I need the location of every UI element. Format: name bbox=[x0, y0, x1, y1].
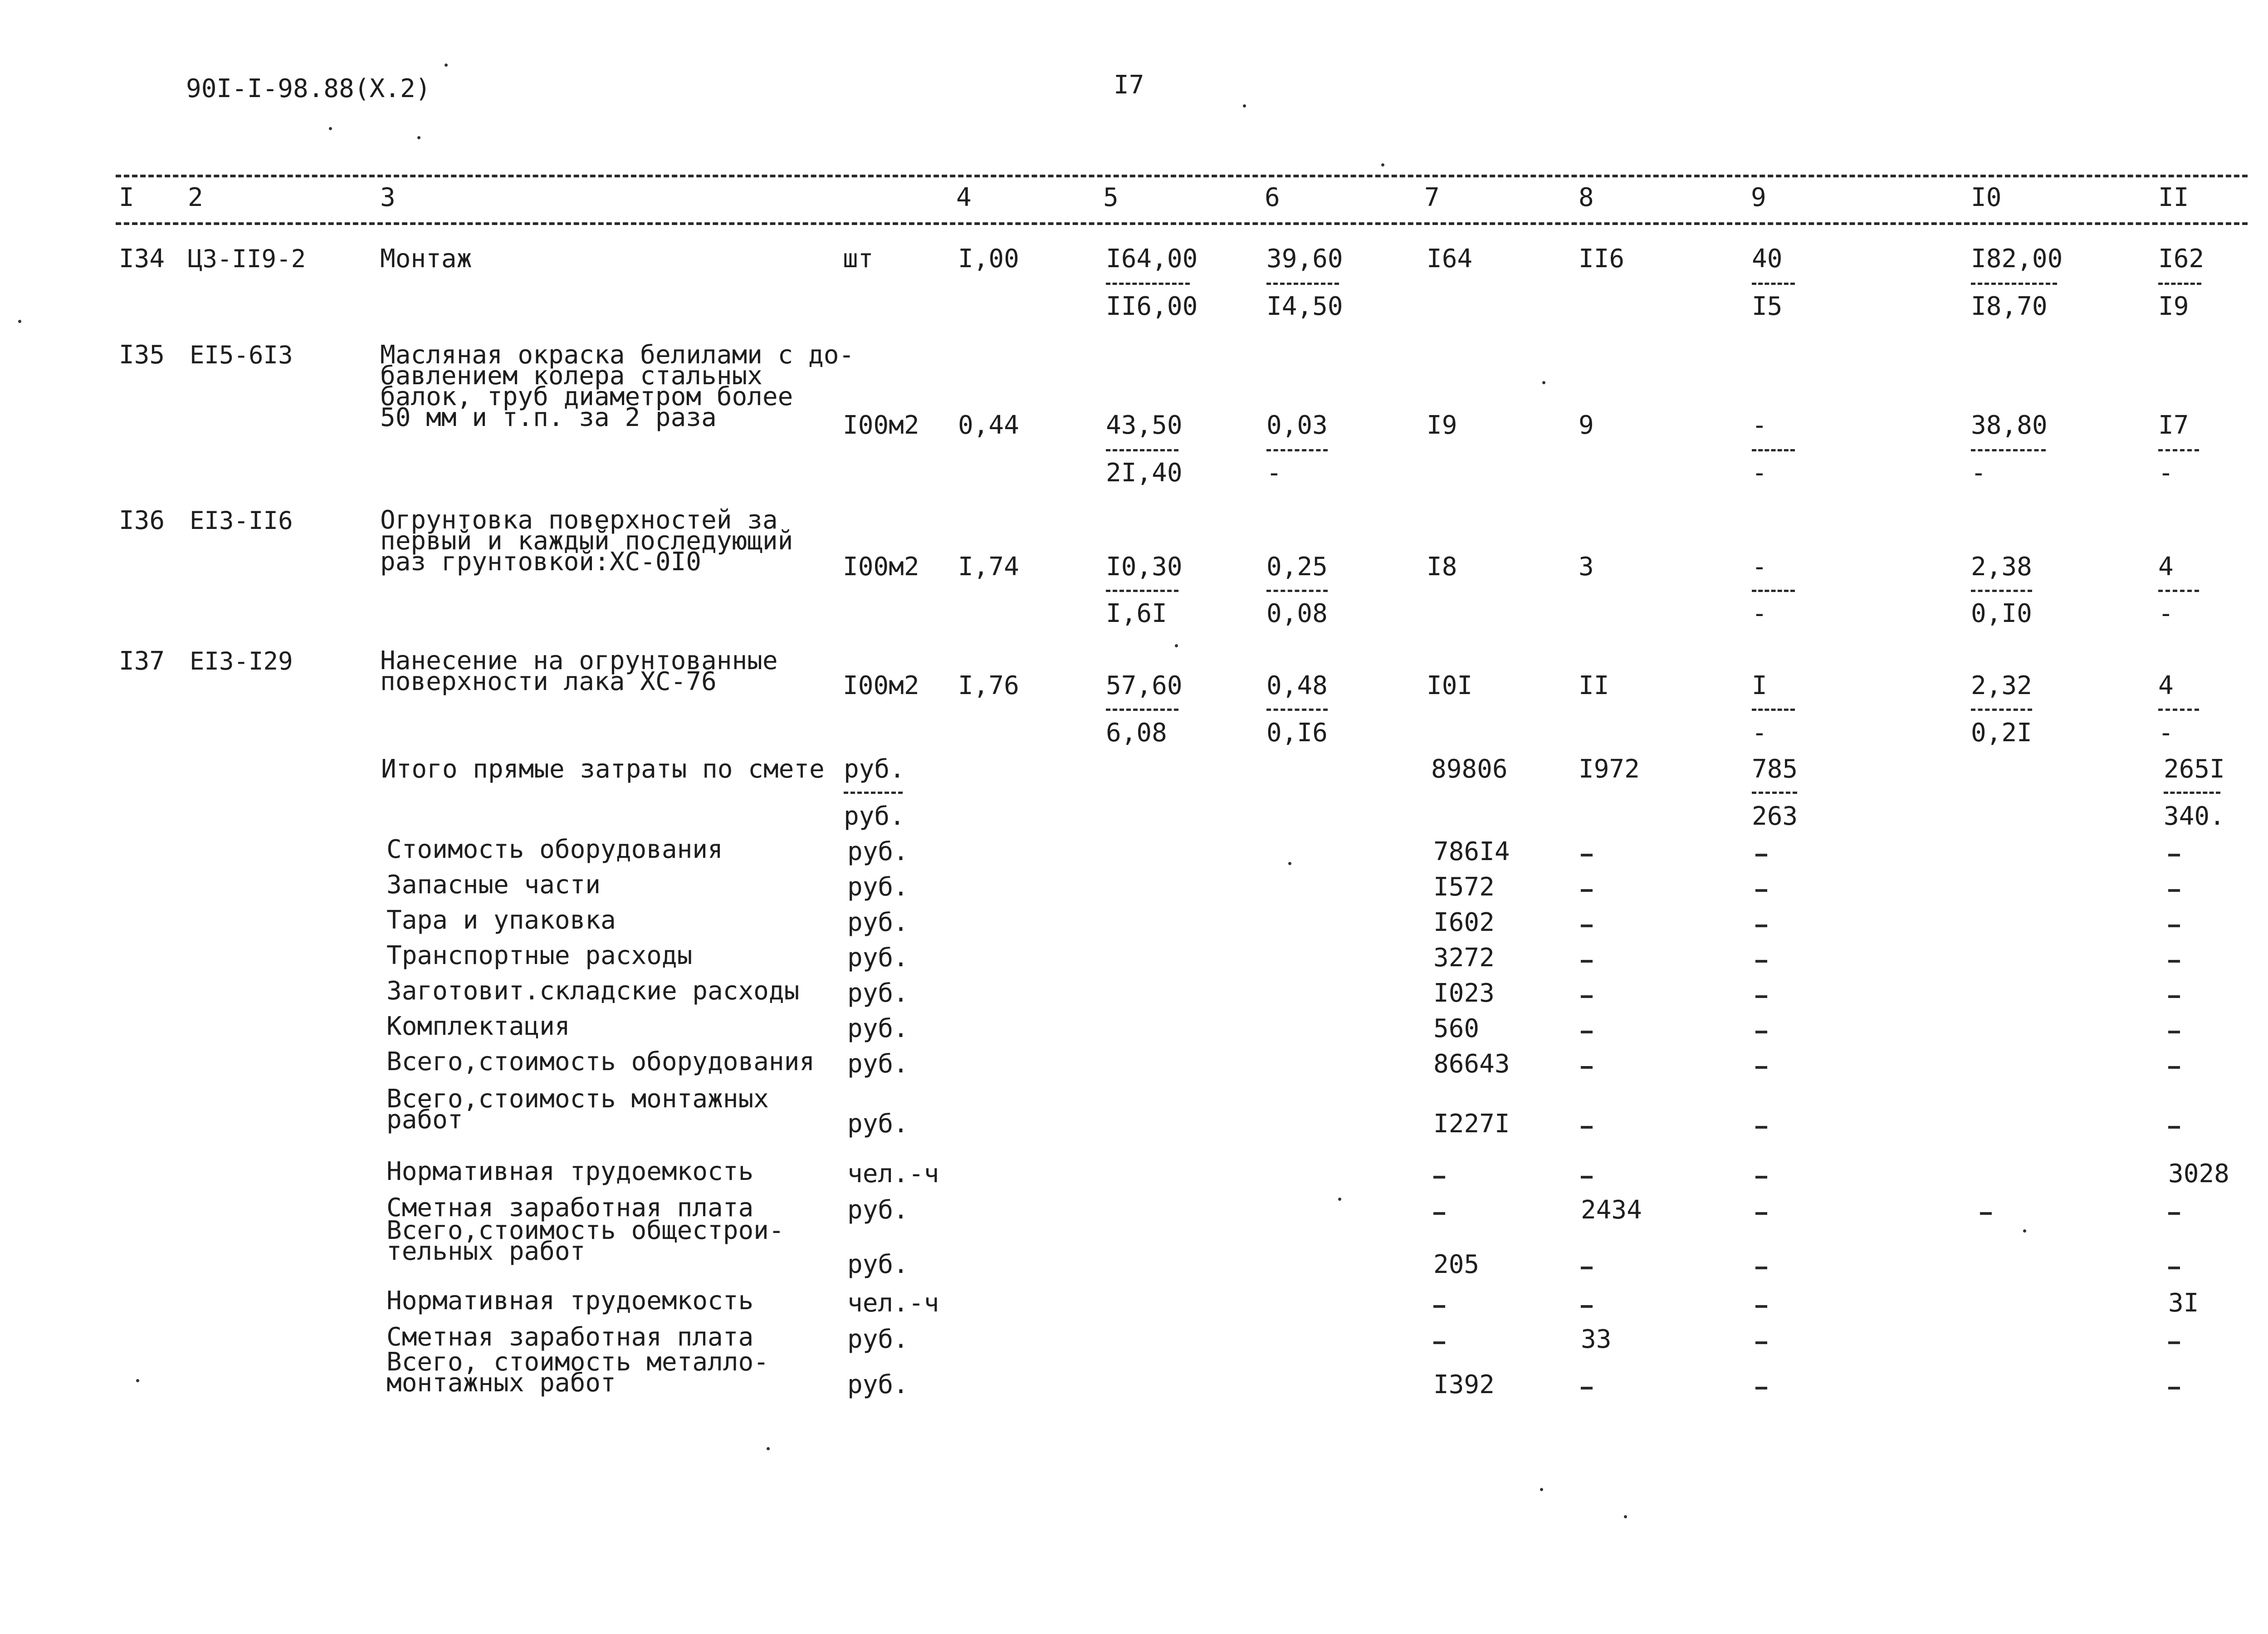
dash-mark bbox=[1581, 854, 1593, 856]
total-cost: I64 bbox=[1427, 244, 1473, 274]
fraction-line bbox=[1106, 283, 1190, 285]
dash-mark bbox=[1755, 995, 1767, 998]
dash-mark bbox=[2168, 1267, 2180, 1269]
total-cost: 89806 bbox=[1431, 754, 1508, 784]
labor-total-machines: - bbox=[2158, 718, 2174, 748]
total-wages: 3 bbox=[1579, 552, 1594, 582]
dash-mark bbox=[2168, 1031, 2180, 1033]
unit-cost-machines: 0,03 bbox=[1266, 411, 1328, 440]
fraction-line bbox=[1971, 283, 2057, 285]
unit-cost-wages: 2I,40 bbox=[1106, 458, 1183, 488]
summary-unit: чел.-ч bbox=[847, 1288, 939, 1318]
summary-unit: чел.-ч bbox=[847, 1159, 939, 1189]
fraction-line bbox=[1752, 449, 1795, 451]
fraction-line bbox=[1971, 590, 2032, 592]
labor-total: 265I bbox=[2164, 754, 2225, 784]
scan-speck bbox=[1540, 1488, 1543, 1491]
summary-label: Нормативная трудоемкость bbox=[386, 1157, 754, 1186]
total-wages: I972 bbox=[1579, 754, 1640, 784]
unit-cost-total: 57,60 bbox=[1106, 671, 1183, 700]
column-number: 5 bbox=[1103, 183, 1119, 212]
item-number: I34 bbox=[119, 244, 165, 274]
fraction-line bbox=[1266, 283, 1339, 285]
scan-speck bbox=[2023, 1229, 2026, 1233]
rate-code: EI3-I29 bbox=[190, 647, 293, 675]
total-wages: II bbox=[1579, 671, 1609, 700]
total-wages: 9 bbox=[1579, 411, 1594, 440]
scan-speck bbox=[417, 136, 420, 139]
unit-cost-machines-wages: - bbox=[1266, 458, 1282, 488]
dash-mark bbox=[1581, 1305, 1593, 1308]
total-wages: II6 bbox=[1579, 244, 1625, 274]
dash-mark bbox=[1433, 1176, 1445, 1179]
fraction-line bbox=[2164, 792, 2220, 794]
summary-label: Всего, стоимость металло- монтажных работ bbox=[386, 1347, 769, 1398]
scan-speck bbox=[136, 1379, 139, 1382]
labor-total-machines: 340. bbox=[2164, 802, 2225, 831]
scan-speck bbox=[329, 127, 332, 130]
unit-cost-machines-wages: 0,I6 bbox=[1266, 718, 1328, 748]
unit: руб. bbox=[844, 802, 905, 831]
labor-unit-machines: 0,2I bbox=[1971, 718, 2032, 748]
total-label: Итого прямые затраты по смете bbox=[381, 754, 825, 784]
unit-cost-machines: 0,48 bbox=[1266, 671, 1328, 700]
fraction-line bbox=[1971, 449, 2046, 451]
column-number: I bbox=[119, 183, 134, 212]
dash-mark bbox=[1755, 1267, 1767, 1269]
total-cost: I9 bbox=[1427, 411, 1457, 440]
fraction-line bbox=[1266, 449, 1328, 451]
labor-total: I7 bbox=[2158, 411, 2189, 440]
fraction-line bbox=[1752, 590, 1795, 592]
summary-unit: руб. bbox=[847, 1325, 909, 1354]
summary-label: Всего,стоимость общестрои- тельных работ bbox=[386, 1216, 784, 1266]
dash-mark bbox=[2168, 1212, 2180, 1215]
scan-speck bbox=[1624, 1515, 1627, 1518]
column-number: 3 bbox=[380, 183, 396, 212]
fraction-line bbox=[2158, 283, 2201, 285]
fraction-line bbox=[2158, 590, 2199, 592]
item-number: I36 bbox=[119, 506, 165, 535]
summary-label: Транспортные расходы bbox=[386, 941, 693, 970]
rate-code: EI5-6I3 bbox=[190, 341, 293, 369]
dash-mark bbox=[2168, 1066, 2180, 1069]
quantity: I,74 bbox=[958, 552, 1019, 582]
summary-value: 560 bbox=[1433, 1014, 1480, 1043]
unit-cost-wages: I,6I bbox=[1106, 599, 1167, 628]
total-machines-wages: - bbox=[1752, 458, 1767, 488]
dash-mark bbox=[1581, 1267, 1593, 1269]
fraction-line bbox=[1752, 709, 1795, 711]
unit-cost-machines-wages: I4,50 bbox=[1266, 292, 1343, 321]
scan-speck bbox=[1381, 163, 1384, 166]
dash-mark bbox=[2168, 889, 2180, 892]
summary-unit: руб. bbox=[847, 1250, 909, 1279]
dash-mark bbox=[1755, 854, 1767, 856]
page-number: I7 bbox=[1114, 70, 1144, 100]
summary-value: I227I bbox=[1433, 1109, 1510, 1139]
total-machines-wages: 263 bbox=[1752, 802, 1798, 831]
column-number: I0 bbox=[1971, 183, 2002, 212]
dash-mark bbox=[1980, 1212, 1992, 1215]
total-machines: 40 bbox=[1752, 244, 1783, 274]
dash-mark bbox=[1433, 1212, 1445, 1215]
summary-value: 2434 bbox=[1581, 1195, 1642, 1225]
unit-cost-machines: 39,60 bbox=[1266, 244, 1343, 274]
unit-cost-total: 43,50 bbox=[1106, 411, 1183, 440]
dash-mark bbox=[2168, 1387, 2180, 1389]
unit-cost-wages: 6,08 bbox=[1106, 718, 1167, 748]
summary-unit: руб. bbox=[847, 1014, 909, 1043]
summary-value: I602 bbox=[1433, 908, 1495, 937]
summary-label: Комплектация bbox=[386, 1012, 570, 1041]
document-code: 90I-I-98.88(X.2) bbox=[186, 74, 431, 103]
fraction-line bbox=[1266, 590, 1328, 592]
labor-total-machines: I9 bbox=[2158, 292, 2189, 321]
rate-code: Ц3-II9-2 bbox=[188, 245, 306, 273]
summary-value: 786I4 bbox=[1433, 837, 1510, 866]
dash-mark bbox=[1755, 1212, 1767, 1215]
unit: руб. bbox=[844, 754, 905, 784]
summary-unit: руб. bbox=[847, 908, 909, 937]
unit-cost-machines-wages: 0,08 bbox=[1266, 599, 1328, 628]
summary-unit: руб. bbox=[847, 1049, 909, 1079]
scan-speck bbox=[1542, 381, 1545, 384]
fraction-line bbox=[2158, 709, 2199, 711]
scan-speck bbox=[1175, 644, 1178, 647]
scan-speck bbox=[1288, 862, 1291, 865]
fraction-line bbox=[1752, 792, 1797, 794]
total-cost: I8 bbox=[1427, 552, 1457, 582]
summary-unit: руб. bbox=[847, 1370, 909, 1399]
labor-unit-machines: 0,I0 bbox=[1971, 599, 2032, 628]
dash-mark bbox=[1581, 1031, 1593, 1033]
scan-speck bbox=[18, 320, 21, 323]
summary-value: I023 bbox=[1433, 978, 1495, 1008]
work-description: Огрунтовка поверхностей за первый и каждый последующий раз грунтовкой:ХС-0I0 bbox=[380, 505, 793, 577]
total-machines-wages: - bbox=[1752, 599, 1767, 628]
dash-mark bbox=[1755, 960, 1767, 963]
labor-total-machines: - bbox=[2158, 599, 2174, 628]
total-machines: - bbox=[1752, 552, 1767, 582]
dash-mark bbox=[1581, 925, 1593, 927]
column-number: 8 bbox=[1579, 183, 1594, 212]
column-number: II bbox=[2158, 183, 2189, 212]
column-number: 7 bbox=[1424, 183, 1440, 212]
header-bottom-rule bbox=[116, 222, 2248, 225]
labor-unit: 38,80 bbox=[1971, 411, 2048, 440]
quantity: I,00 bbox=[958, 244, 1019, 274]
column-number: 9 bbox=[1751, 183, 1766, 212]
summary-label: Сметная заработная плата bbox=[386, 1322, 754, 1352]
summary-value: I572 bbox=[1433, 872, 1495, 902]
summary-unit: руб. bbox=[847, 1109, 909, 1139]
unit-cost-machines: 0,25 bbox=[1266, 552, 1328, 582]
summary-unit: руб. bbox=[847, 837, 909, 866]
dash-mark bbox=[2168, 1341, 2180, 1344]
summary-value: I392 bbox=[1433, 1370, 1495, 1399]
labor-total-machines: - bbox=[2158, 458, 2174, 488]
summary-value: 33 bbox=[1581, 1325, 1612, 1354]
quantity: I,76 bbox=[958, 671, 1019, 700]
labor-total: 4 bbox=[2158, 671, 2174, 700]
dash-mark bbox=[2168, 960, 2180, 963]
labor-unit-machines: I8,70 bbox=[1971, 292, 2048, 321]
total-machines: 785 bbox=[1752, 754, 1798, 784]
summary-label: Запасные части bbox=[386, 870, 601, 900]
summary-unit: руб. bbox=[847, 872, 909, 902]
dash-mark bbox=[1755, 1305, 1767, 1308]
scan-speck bbox=[767, 1447, 770, 1450]
fraction-line bbox=[2158, 449, 2199, 451]
column-number: 6 bbox=[1265, 183, 1280, 212]
dash-mark bbox=[1581, 889, 1593, 892]
summary-label: Нормативная трудоемкость bbox=[386, 1286, 754, 1316]
scan-speck bbox=[1243, 104, 1246, 108]
dash-mark bbox=[2168, 854, 2180, 856]
summary-value: 3272 bbox=[1433, 943, 1495, 973]
summary-label: Сметная заработная плата bbox=[386, 1193, 754, 1223]
dash-mark bbox=[1755, 1176, 1767, 1179]
total-machines: - bbox=[1752, 411, 1767, 440]
unit-cost-total: I64,00 bbox=[1106, 244, 1198, 274]
dash-mark bbox=[2168, 995, 2180, 998]
labor-total: 4 bbox=[2158, 552, 2174, 582]
summary-unit: руб. bbox=[847, 1195, 909, 1225]
dash-mark bbox=[1755, 925, 1767, 927]
dash-mark bbox=[1755, 889, 1767, 892]
unit-cost-wages: II6,00 bbox=[1106, 292, 1198, 321]
unit: I00м2 bbox=[843, 671, 919, 700]
dash-mark bbox=[1433, 1305, 1445, 1308]
item-number: I35 bbox=[119, 340, 165, 370]
dash-mark bbox=[1755, 1387, 1767, 1389]
quantity: 0,44 bbox=[958, 411, 1019, 440]
summary-value: 86643 bbox=[1433, 1049, 1510, 1079]
work-description: Масляная окраска белилами с до- бавлением колера стальных балок, труб диаметром более 50 мм и т.п. за 2 раза bbox=[380, 340, 855, 432]
dash-mark bbox=[1433, 1341, 1445, 1344]
dash-mark bbox=[1755, 1031, 1767, 1033]
rate-code: EI3-II6 bbox=[190, 506, 293, 535]
dash-mark bbox=[2168, 1126, 2180, 1129]
labor-total: I62 bbox=[2158, 244, 2204, 274]
labor-unit-machines: - bbox=[1971, 458, 1986, 488]
unit: шт bbox=[843, 244, 874, 274]
scan-speck bbox=[1338, 1198, 1341, 1201]
summary-label: Всего,стоимость оборудования bbox=[386, 1047, 815, 1076]
total-machines-wages: - bbox=[1752, 718, 1767, 748]
dash-mark bbox=[1755, 1066, 1767, 1069]
work-description: Нанесение на огрунтованные поверхности лака ХС-76 bbox=[380, 646, 778, 696]
summary-value: 205 bbox=[1433, 1250, 1480, 1279]
fraction-line bbox=[844, 792, 903, 794]
total-machines-wages: I5 bbox=[1752, 292, 1783, 321]
fraction-line bbox=[1106, 449, 1178, 451]
summary-label: Стоимость оборудования bbox=[386, 835, 723, 864]
fraction-line bbox=[1971, 709, 2032, 711]
labor-unit: 2,32 bbox=[1971, 671, 2032, 700]
fraction-line bbox=[1752, 283, 1795, 285]
dash-mark bbox=[2168, 925, 2180, 927]
dash-mark bbox=[1755, 1341, 1767, 1344]
dash-mark bbox=[1581, 960, 1593, 963]
dash-mark bbox=[1581, 1066, 1593, 1069]
column-number: 4 bbox=[956, 183, 972, 212]
total-machines: I bbox=[1752, 671, 1767, 700]
labor-unit: I82,00 bbox=[1971, 244, 2063, 274]
summary-label: Заготовит.складские расходы bbox=[386, 976, 800, 1006]
fraction-line bbox=[1266, 709, 1328, 711]
labor-unit: 2,38 bbox=[1971, 552, 2032, 582]
summary-value: 3I bbox=[2168, 1288, 2199, 1318]
summary-unit: руб. bbox=[847, 978, 909, 1008]
dash-mark bbox=[1755, 1126, 1767, 1129]
summary-label: Тара и упаковка bbox=[386, 905, 616, 935]
scan-speck bbox=[445, 64, 448, 67]
dash-mark bbox=[1581, 1126, 1593, 1129]
dash-mark bbox=[1581, 995, 1593, 998]
work-description: Монтаж bbox=[380, 244, 472, 274]
item-number: I37 bbox=[119, 646, 165, 676]
summary-label: Всего,стоимость монтажных работ bbox=[386, 1084, 769, 1135]
unit: I00м2 bbox=[843, 411, 919, 440]
header-top-rule bbox=[116, 175, 2248, 177]
fraction-line bbox=[1106, 590, 1178, 592]
dash-mark bbox=[1581, 1387, 1593, 1389]
summary-unit: руб. bbox=[847, 943, 909, 973]
dash-mark bbox=[1581, 1176, 1593, 1179]
unit-cost-total: I0,30 bbox=[1106, 552, 1183, 582]
fraction-line bbox=[1106, 709, 1178, 711]
summary-value: 3028 bbox=[2168, 1159, 2229, 1189]
unit: I00м2 bbox=[843, 552, 919, 582]
total-cost: I0I bbox=[1427, 671, 1473, 700]
column-number: 2 bbox=[188, 183, 203, 212]
